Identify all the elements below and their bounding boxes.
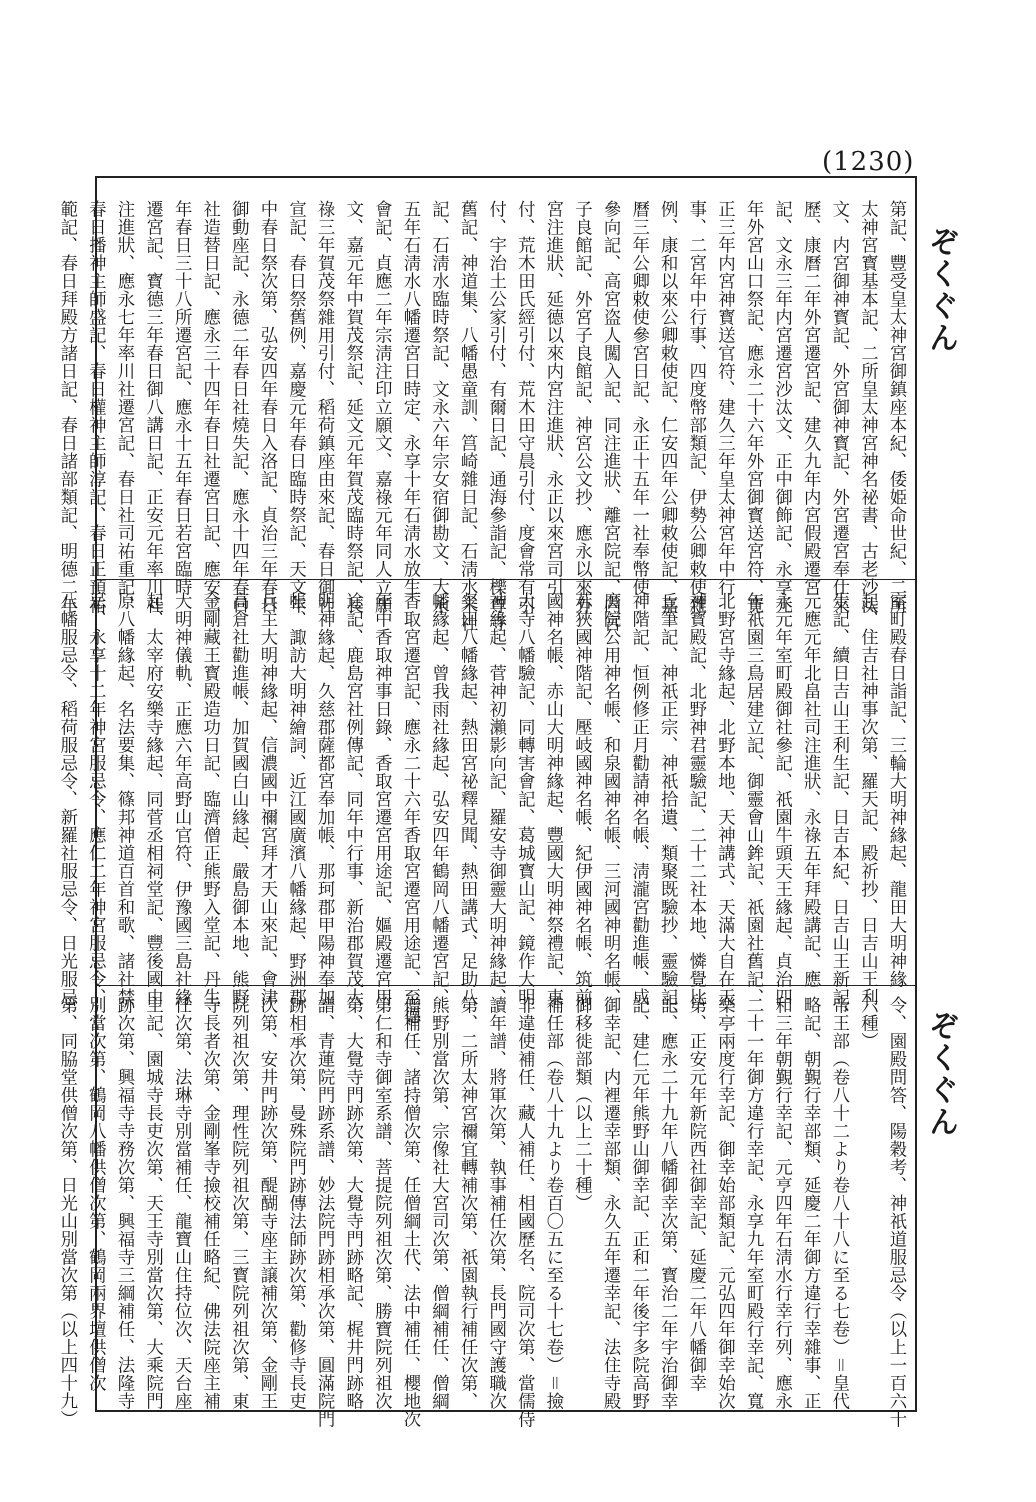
text-line: 參向記、高宮盗人闖入記、同注進狀、離宮院記、内宮 <box>600 200 621 632</box>
text-line: 室町殿春日詣記、三輪大明神緣起、龍田大明神緣 <box>886 592 906 988</box>
text-line: 熊野別當次第、宗像社大宮司次第、僧綱補任、僧綱 <box>428 996 449 1410</box>
text-line: 和三年朝覲行幸記、元亨四年石淸水行幸行列、應永 <box>771 996 792 1410</box>
text-line: 高倉社勸進帳、加賀國白山緣起、嚴島御本地、熊野 <box>228 592 249 1006</box>
text-line: 中春日祭次第、弘安四年春日入洛記、貞治三年春日 <box>256 200 277 614</box>
text-line: 文、嘉元年中賀茂祭記、延文元年賀茂臨時祭記、長 <box>342 200 363 614</box>
text-line: 曆三年公卿敕使參宮日記、永正十五年一社奉幣使 <box>628 200 649 596</box>
text-line: 第仁和寺御室系譜、菩提院列祖次第、勝寶院列祖次 <box>371 996 392 1410</box>
text-line: 任次第、法琳寺別當補任、龍寶山住持位次、天台座 <box>171 996 192 1410</box>
text-line: 寺長者次第、金剛峯寺撿校補任略紀、佛法院座主補 <box>199 996 220 1410</box>
text-line: 起、住吉社神事次第、羅天記、殿祈抄、日吉山王利 <box>857 592 878 1006</box>
text-line: 舊記、神道集、八幡愚童訓、筥崎雜日記、石淸水末社 <box>457 200 478 632</box>
text-line: 粲田八幡緣起、熱田宮祕釋見聞、熱田講式、足助八 <box>457 592 478 1006</box>
text-line: 跡次第、興福寺寺務次第、興福寺三綱補任、法隆寺 <box>113 996 134 1410</box>
text-line: 次第、安井門跡次第、醍醐寺座主譲補次第、金剛王 <box>256 996 277 1410</box>
text-line: 譜、青蓮院門跡系譜、妙法院門跡相承次第、圓滿院門 <box>314 996 335 1428</box>
text-line: 範記、春日拜殿方諸日記、春日諸部類記、明德二年 <box>56 200 77 614</box>
text-line: 跡相承次第、曼殊院門跡傳法師跡次第、勸修寺長吏 <box>285 996 306 1410</box>
text-line: 祿三年賀茂祭雜用引付、稻荷鎮座由來記、春日御社 <box>314 200 335 614</box>
text-line: 年祇園三鳥居建立記、御靈會山鉾記、祇園社舊記、 <box>743 592 764 1006</box>
text-line: 第記、豐受皇太神宮御鎮座本紀、倭姫命世紀、二所 <box>886 200 906 614</box>
text-line: 第、二所太神宮禰宜轉補次第、祇園執行補任次第、 <box>457 996 478 1410</box>
text-line: 付、宇治土公家引付、有爾日記、通海參詣記、櫟尊寺 <box>485 200 506 632</box>
text-line: 補任部（卷八十九より卷百〇五に至る十七卷）＝撿 <box>542 996 563 1410</box>
text-line: 御移徙部類（以上二十種） <box>571 996 592 1212</box>
text-line: 神緣起、菅神初瀨影向記、羅安寺御靈大明神緣起、 <box>485 592 506 1006</box>
text-line: 帳、諏訪大明神繪詞、近江國廣濱八幡緣起、野洲郡 <box>285 592 306 1006</box>
text-line: 太神宮寳基本記、二所皇太神宮神名祕書、古老沙汰 <box>857 200 878 614</box>
text-line: 御動座記、永德二年春日社燒失記、應永十四年春日 <box>228 200 249 614</box>
text-line: 國神名帳、赤山大明神緣起、豐國大明神祭禮記、東 <box>542 592 563 1006</box>
text-line: 例、康和以來公卿敕使記、仁安四年公卿敕使記、嘉 <box>657 200 678 614</box>
text-line: 別當次第、鶴岡八幡供僧次第、鶴岡兩界壇供僧次 <box>85 996 106 1392</box>
text-line: 社造替日記、應永三十四年春日社遷宮日記、應安二 <box>199 200 220 614</box>
text-line: 御幸記、内裡遷幸部類、永久五年遷幸記、法住寺殿 <box>600 996 621 1410</box>
text-line: 子良館記、外宮子良館記、神宮公文抄、應永以來外 <box>571 200 592 614</box>
text-line: 北野宮寺緣起、北野本地、天神講式、天滿大自在天 <box>714 592 735 1006</box>
text-line: 春日播神主師盛記、春日權神主師淳記、春日正預祐 <box>85 200 106 614</box>
text-line: 注進狀、應永七年率川社遷宮記、春日社司祐重記、 <box>113 200 134 614</box>
text-line: 僧補任、諸持僧次第、任僧綱土代、法中補任、櫻地次 <box>399 996 420 1428</box>
text-line: 忌、永享十二年神宮服忌令、應仁二年神宮服忌令、 <box>85 592 106 1006</box>
text-line: 丘筆記、神祇正宗、神祇拾遺、類聚既驗抄、靈驗記、 <box>657 592 678 1024</box>
text-line: 兵主大明神緣起、信濃國中禰宮拜才天山來記、會津 <box>256 592 277 1006</box>
text-line: 宮注進狀、延德以來内宮注進狀、永正以來宮司引 <box>542 200 563 596</box>
side-heading-lower: ぞくぐん <box>923 1010 958 1138</box>
text-line: 文、内宮御神寳記、外宮御神寳記、外宮遷宮奉仕來 <box>828 200 849 614</box>
text-line: 主記、園城寺長吏次第、天王寺別當次第、大乘院門 <box>142 996 163 1410</box>
text-line: 歷、康曆二年外宮遷宮記、建久九年内宮假殿遷宮 <box>800 200 821 596</box>
text-line: 付、荒木田氏經引付、荒木田守晨引付、度會常有引 <box>514 200 535 614</box>
text-line: 香取宮遷宮記、應永二十六年香取宮遷宮用途記、至德 <box>399 592 420 1024</box>
text-line: 起、太宰府安樂寺緣起、同菅丞相祠堂記、豐後國由 <box>142 592 163 1006</box>
text-line: 令、園殿問答、陽穀考、神祇道服忌令（以上一百六十 <box>886 996 906 1428</box>
text-line: 遷宮記、寳德三年春日御八講日記、正安元年率川社 <box>142 200 163 614</box>
text-line: 正三年内宮神寳送官符、建久三年皇太神宮年中行 <box>714 200 735 596</box>
text-line: 永元年室町殿御社參記、祇園牛頭天王緣起、貞治四 <box>771 592 792 1006</box>
text-line: 生記、續日吉山王利生記、日吉本紀、日吉山王新記、 <box>828 592 849 1024</box>
text-line: 事、二宮年中行事、四度幣部類記、伊勢公卿敕使雜 <box>685 200 706 614</box>
text-line: 麿院公用神名帳、和泉國神名帳、三河國神明名帳、 <box>600 592 621 1006</box>
text-line: 帝王部（卷八十二より卷八十八に至る七卷）＝皇代 <box>828 996 849 1410</box>
text-line: 金剛藏王寳殿造功日記、臨濟僧正熊野入堂記、丹生 <box>199 592 220 1006</box>
text-line: 第、同脇堂供僧次第、日光山別當次第（以上四十九） <box>56 996 77 1428</box>
text-line: 二十一年御方違行幸記、永享九年室町殿行幸記、寬 <box>743 996 764 1410</box>
page-number: (1230) <box>822 147 915 177</box>
text-line: 途記、鹿島宮社例傳記、同年中行事、新治郡賀茂大 <box>342 592 363 1006</box>
text-line: 五年石淸水八幡遷宮日時定、永享十年石淸水放生 <box>399 200 420 596</box>
text-line: 年中香取神事日錄、香取宮遷宮用途記、嫗殿遷宮用 <box>371 592 392 1006</box>
text-line: 大寺八幡驗記、同轉害會記、葛城寳山記、鏡作大明 <box>514 592 535 1006</box>
lower-text-block <box>56 996 910 1428</box>
text-line: 樂亭兩度行幸記、御幸始部類記、元弘四年御幸始次 <box>714 996 735 1410</box>
text-line: 大明神儀軌、正應六年高野山官符、伊豫國三島社緣 <box>171 592 192 1006</box>
text-line: 記、應永二十九年八幡御幸次第、寳治二年宇治御幸 <box>657 996 678 1410</box>
text-line: 幡緣起、曾我雨社緣起、弘安四年鶴岡八幡遷宮記、 <box>428 592 449 1006</box>
text-line: 原八幡緣起、名法要集、篠邦神道百首和歌、諸社禁 <box>113 592 134 1006</box>
text-line: 記、石淸水臨時祭記、文永六年宗女宿御勘文、大永 <box>428 200 449 614</box>
text-line: 略記、朝覲行幸部類、延慶二年御方違行幸雜事、正 <box>800 996 821 1410</box>
text-line: 八幡服忌令、稻荷服忌令、新羅社服忌令、日光服忌 <box>56 592 77 1006</box>
text-line: 院列祖次第、理性院列祖次第、三寳院列祖次第、東 <box>228 996 249 1410</box>
text-line: 記、文永三年内宮遷宮沙汰文、正中御飾記、永享元 <box>771 200 792 614</box>
text-line: 六種） <box>857 996 878 1050</box>
side-heading-upper: ぞくぐん <box>923 226 958 354</box>
text-line: 年春日三十八所遷宮記、應永十五年春日若宮臨時 <box>171 200 192 596</box>
text-line: 明神緣起、久慈郡薩都宮奉加帳、那珂郡甲陽神奉加 <box>314 592 335 1006</box>
text-line: 讀年譜、將軍次第、執事補任次第、長門國守護職次 <box>485 996 506 1410</box>
text-line: 若狹國神階記、壓岐國神名帳、紀伊國神名帳、筑前 <box>571 592 592 1006</box>
text-line: 記、建仁元年熊野山御幸記、正和二年後宇多院高野 <box>628 996 649 1410</box>
text-line: 第、正安元年新院西社御幸記、延慶二年八幡御幸 <box>685 996 706 1392</box>
text-line: 會記、貞應二年宗淸注印立願文、嘉祿元年同人立願 <box>371 200 392 614</box>
text-line: 年外宮山口祭記、應永二十六年外宮御寳送宮符、寛 <box>743 200 764 614</box>
text-line: 神寳殿記、北野神君靈驗記、二十二社本地、憐覺比 <box>685 592 706 1006</box>
text-line: 宣記、春日祭舊例、嘉慶元年春日臨時祭記、天文年 <box>285 200 306 614</box>
text-line: 神階記、恒例修正月勸請神名帳、淸瀧宮勸進帳、成 <box>628 592 649 1006</box>
upper-text-block <box>56 200 910 632</box>
text-line: 非違使補任、藏人補任、相國歷名、院司次第、當儒侍 <box>514 996 535 1428</box>
text-line: 第、大覺寺門跡次第、大覺寺門跡略記、梶井門跡略 <box>342 996 363 1410</box>
text-line: 元應元年北畠社司注進狀、永祿五年拜殿講記、應 <box>800 592 821 988</box>
